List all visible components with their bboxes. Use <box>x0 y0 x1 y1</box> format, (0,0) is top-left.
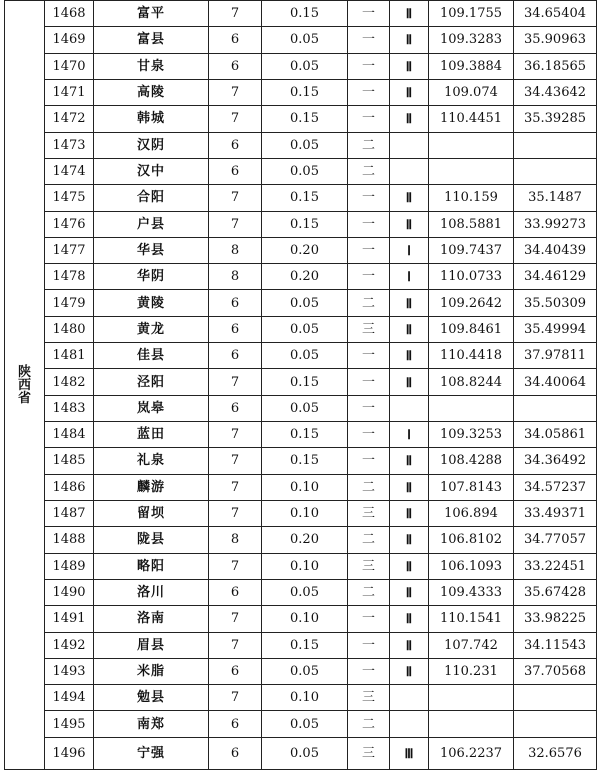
cell-longitude: 109.3283 <box>429 27 514 53</box>
cell-longitude: 107.8143 <box>429 474 514 500</box>
cell-site-class: Ⅱ <box>390 369 429 395</box>
cell-site-class <box>390 132 429 158</box>
cell-intensity: 7 <box>209 369 262 395</box>
cell-intensity: 7 <box>209 448 262 474</box>
cell-peak-acceleration: 0.15 <box>262 106 348 132</box>
cell-longitude <box>429 711 514 737</box>
cell-intensity: 6 <box>209 53 262 79</box>
cell-peak-acceleration: 0.05 <box>262 395 348 421</box>
province-char: 陕 <box>17 364 31 380</box>
cell-design-group: 一 <box>348 27 390 53</box>
cell-peak-acceleration: 0.15 <box>262 369 348 395</box>
table-row <box>5 606 597 632</box>
cell-longitude: 110.4451 <box>429 106 514 132</box>
cell-county-name: 佳县 <box>94 343 209 369</box>
cell-number: 1477 <box>45 237 94 263</box>
cell-peak-acceleration: 0.10 <box>262 685 348 711</box>
cell-intensity: 7 <box>209 606 262 632</box>
table-row <box>5 106 597 132</box>
table-row <box>5 316 597 342</box>
cell-intensity: 6 <box>209 290 262 316</box>
table-row <box>5 422 597 448</box>
cell-county-name: 甘泉 <box>94 53 209 79</box>
cell-longitude: 106.8102 <box>429 527 514 553</box>
table-row <box>5 553 597 579</box>
cell-longitude: 109.074 <box>429 79 514 105</box>
cell-longitude: 107.742 <box>429 632 514 658</box>
cell-peak-acceleration: 0.05 <box>262 27 348 53</box>
table-row <box>5 158 597 184</box>
table-row <box>5 211 597 237</box>
cell-peak-acceleration: 0.15 <box>262 211 348 237</box>
cell-number: 1473 <box>45 132 94 158</box>
cell-peak-acceleration: 0.10 <box>262 553 348 579</box>
cell-longitude: 110.1541 <box>429 606 514 632</box>
cell-peak-acceleration: 0.15 <box>262 1 348 27</box>
cell-latitude: 35.49994 <box>514 316 597 342</box>
cell-longitude <box>429 395 514 421</box>
cell-intensity: 6 <box>209 158 262 184</box>
cell-county-name: 蓝田 <box>94 422 209 448</box>
cell-number: 1489 <box>45 553 94 579</box>
cell-intensity: 7 <box>209 553 262 579</box>
cell-peak-acceleration: 0.20 <box>262 237 348 263</box>
cell-peak-acceleration: 0.15 <box>262 422 348 448</box>
cell-county-name: 陇县 <box>94 527 209 553</box>
cell-latitude: 34.40439 <box>514 237 597 263</box>
cell-latitude <box>514 685 597 711</box>
cell-design-group: 一 <box>348 658 390 684</box>
cell-county-name: 洛南 <box>94 606 209 632</box>
table-row <box>5 53 597 79</box>
cell-site-class: Ⅱ <box>390 106 429 132</box>
cell-site-class: Ⅱ <box>390 448 429 474</box>
cell-design-group: 一 <box>348 1 390 27</box>
cell-latitude: 35.39285 <box>514 106 597 132</box>
cell-design-group: 二 <box>348 474 390 500</box>
cell-intensity: 7 <box>209 474 262 500</box>
cell-longitude: 108.4288 <box>429 448 514 474</box>
cell-number: 1494 <box>45 685 94 711</box>
cell-intensity: 7 <box>209 632 262 658</box>
table-row <box>5 737 597 769</box>
cell-number: 1495 <box>45 711 94 737</box>
table-row <box>5 527 597 553</box>
cell-longitude: 110.0733 <box>429 264 514 290</box>
cell-peak-acceleration: 0.10 <box>262 500 348 526</box>
cell-county-name: 勉县 <box>94 685 209 711</box>
cell-site-class: Ⅱ <box>390 79 429 105</box>
cell-site-class <box>390 395 429 421</box>
cell-longitude: 110.231 <box>429 658 514 684</box>
cell-site-class: Ⅲ <box>390 737 429 769</box>
cell-number: 1488 <box>45 527 94 553</box>
cell-peak-acceleration: 0.20 <box>262 527 348 553</box>
cell-number: 1472 <box>45 106 94 132</box>
table-row <box>5 395 597 421</box>
cell-site-class: Ⅱ <box>390 606 429 632</box>
cell-latitude: 37.70568 <box>514 658 597 684</box>
cell-site-class: Ⅱ <box>390 658 429 684</box>
table-row <box>5 658 597 684</box>
cell-intensity: 8 <box>209 237 262 263</box>
cell-peak-acceleration: 0.05 <box>262 53 348 79</box>
cell-peak-acceleration: 0.20 <box>262 264 348 290</box>
cell-latitude <box>514 132 597 158</box>
cell-intensity: 7 <box>209 79 262 105</box>
cell-longitude: 106.894 <box>429 500 514 526</box>
cell-design-group: 一 <box>348 53 390 79</box>
cell-design-group: 二 <box>348 158 390 184</box>
cell-design-group: 一 <box>348 106 390 132</box>
cell-longitude: 108.5881 <box>429 211 514 237</box>
cell-county-name: 黄陵 <box>94 290 209 316</box>
table-row <box>5 685 597 711</box>
cell-design-group: 二 <box>348 527 390 553</box>
cell-intensity: 8 <box>209 264 262 290</box>
cell-longitude: 109.1755 <box>429 1 514 27</box>
cell-latitude: 35.90963 <box>514 27 597 53</box>
cell-latitude: 34.36492 <box>514 448 597 474</box>
cell-longitude: 110.4418 <box>429 343 514 369</box>
table-row <box>5 185 597 211</box>
cell-design-group: 一 <box>348 422 390 448</box>
cell-latitude: 34.43642 <box>514 79 597 105</box>
cell-intensity: 6 <box>209 579 262 605</box>
cell-latitude: 33.22451 <box>514 553 597 579</box>
cell-design-group: 三 <box>348 316 390 342</box>
cell-design-group: 三 <box>348 500 390 526</box>
cell-latitude: 34.77057 <box>514 527 597 553</box>
cell-design-group: 一 <box>348 606 390 632</box>
cell-intensity: 6 <box>209 737 262 769</box>
cell-county-name: 华县 <box>94 237 209 263</box>
cell-county-name: 麟游 <box>94 474 209 500</box>
cell-design-group: 一 <box>348 632 390 658</box>
cell-peak-acceleration: 0.15 <box>262 185 348 211</box>
cell-county-name: 洛川 <box>94 579 209 605</box>
cell-number: 1492 <box>45 632 94 658</box>
cell-design-group: 一 <box>348 185 390 211</box>
cell-intensity: 7 <box>209 422 262 448</box>
cell-county-name: 泾阳 <box>94 369 209 395</box>
cell-latitude: 34.57237 <box>514 474 597 500</box>
cell-number: 1490 <box>45 579 94 605</box>
cell-peak-acceleration: 0.15 <box>262 632 348 658</box>
cell-latitude: 34.65404 <box>514 1 597 27</box>
cell-longitude: 109.8461 <box>429 316 514 342</box>
province-cell <box>5 1 45 770</box>
cell-intensity: 8 <box>209 527 262 553</box>
cell-design-group: 一 <box>348 395 390 421</box>
cell-site-class: Ⅱ <box>390 1 429 27</box>
cell-intensity: 6 <box>209 658 262 684</box>
cell-site-class: Ⅰ <box>390 264 429 290</box>
cell-design-group: 三 <box>348 685 390 711</box>
cell-county-name: 略阳 <box>94 553 209 579</box>
cell-intensity: 6 <box>209 27 262 53</box>
cell-site-class <box>390 158 429 184</box>
cell-design-group: 一 <box>348 211 390 237</box>
table-body <box>5 1 597 770</box>
cell-latitude: 34.11543 <box>514 632 597 658</box>
cell-latitude: 34.40064 <box>514 369 597 395</box>
cell-intensity: 7 <box>209 500 262 526</box>
cell-peak-acceleration: 0.15 <box>262 79 348 105</box>
cell-design-group: 一 <box>348 264 390 290</box>
cell-number: 1480 <box>45 316 94 342</box>
cell-peak-acceleration: 0.05 <box>262 579 348 605</box>
cell-site-class: Ⅱ <box>390 343 429 369</box>
cell-longitude: 106.1093 <box>429 553 514 579</box>
cell-number: 1475 <box>45 185 94 211</box>
cell-county-name: 户县 <box>94 211 209 237</box>
cell-county-name: 富平 <box>94 1 209 27</box>
cell-peak-acceleration: 0.05 <box>262 316 348 342</box>
cell-longitude: 109.3884 <box>429 53 514 79</box>
cell-intensity: 6 <box>209 395 262 421</box>
cell-county-name: 岚皋 <box>94 395 209 421</box>
table-row <box>5 632 597 658</box>
cell-number: 1493 <box>45 658 94 684</box>
cell-number: 1478 <box>45 264 94 290</box>
cell-design-group: 一 <box>348 343 390 369</box>
cell-number: 1479 <box>45 290 94 316</box>
cell-intensity: 7 <box>209 211 262 237</box>
cell-site-class: Ⅱ <box>390 553 429 579</box>
table-row <box>5 343 597 369</box>
cell-site-class: Ⅱ <box>390 290 429 316</box>
cell-design-group: 三 <box>348 737 390 769</box>
cell-intensity: 7 <box>209 106 262 132</box>
cell-longitude: 109.3253 <box>429 422 514 448</box>
cell-peak-acceleration: 0.05 <box>262 132 348 158</box>
cell-latitude: 35.1487 <box>514 185 597 211</box>
cell-peak-acceleration: 0.05 <box>262 290 348 316</box>
cell-peak-acceleration: 0.05 <box>262 658 348 684</box>
cell-site-class: Ⅱ <box>390 527 429 553</box>
cell-design-group: 一 <box>348 369 390 395</box>
cell-latitude: 33.98225 <box>514 606 597 632</box>
cell-county-name: 汉阴 <box>94 132 209 158</box>
cell-longitude: 109.4333 <box>429 579 514 605</box>
cell-design-group: 二 <box>348 132 390 158</box>
cell-design-group: 一 <box>348 237 390 263</box>
cell-latitude: 33.49371 <box>514 500 597 526</box>
cell-site-class <box>390 711 429 737</box>
cell-longitude: 108.8244 <box>429 369 514 395</box>
cell-intensity: 7 <box>209 1 262 27</box>
cell-county-name: 眉县 <box>94 632 209 658</box>
cell-number: 1481 <box>45 343 94 369</box>
cell-site-class: Ⅰ <box>390 237 429 263</box>
cell-design-group: 二 <box>348 290 390 316</box>
table-row <box>5 1 597 27</box>
cell-latitude: 37.97811 <box>514 343 597 369</box>
cell-site-class: Ⅰ <box>390 422 429 448</box>
cell-number: 1486 <box>45 474 94 500</box>
cell-peak-acceleration: 0.10 <box>262 606 348 632</box>
cell-peak-acceleration: 0.05 <box>262 343 348 369</box>
cell-design-group: 二 <box>348 711 390 737</box>
cell-design-group: 一 <box>348 79 390 105</box>
cell-intensity: 7 <box>209 685 262 711</box>
cell-county-name: 留坝 <box>94 500 209 526</box>
cell-number: 1482 <box>45 369 94 395</box>
cell-longitude <box>429 158 514 184</box>
table-row <box>5 369 597 395</box>
cell-site-class: Ⅱ <box>390 316 429 342</box>
cell-latitude: 32.6576 <box>514 737 597 769</box>
cell-number: 1483 <box>45 395 94 421</box>
cell-latitude <box>514 158 597 184</box>
cell-site-class: Ⅱ <box>390 27 429 53</box>
cell-county-name: 汉中 <box>94 158 209 184</box>
cell-intensity: 6 <box>209 343 262 369</box>
cell-latitude: 34.46129 <box>514 264 597 290</box>
cell-longitude <box>429 685 514 711</box>
cell-number: 1487 <box>45 500 94 526</box>
table-row <box>5 579 597 605</box>
cell-intensity: 6 <box>209 316 262 342</box>
cell-latitude: 36.18565 <box>514 53 597 79</box>
cell-county-name: 南郑 <box>94 711 209 737</box>
cell-number: 1471 <box>45 79 94 105</box>
cell-county-name: 黄龙 <box>94 316 209 342</box>
table-row <box>5 711 597 737</box>
cell-site-class <box>390 685 429 711</box>
cell-number: 1470 <box>45 53 94 79</box>
cell-latitude: 35.50309 <box>514 290 597 316</box>
province-char: 西 <box>17 377 31 393</box>
cell-longitude: 109.7437 <box>429 237 514 263</box>
cell-latitude <box>514 711 597 737</box>
seismic-parameter-table <box>4 0 597 770</box>
table-row <box>5 237 597 263</box>
cell-intensity: 7 <box>209 185 262 211</box>
cell-peak-acceleration: 0.05 <box>262 711 348 737</box>
table-row <box>5 474 597 500</box>
cell-number: 1485 <box>45 448 94 474</box>
table-row <box>5 79 597 105</box>
cell-number: 1496 <box>45 737 94 769</box>
cell-number: 1468 <box>45 1 94 27</box>
cell-number: 1476 <box>45 211 94 237</box>
cell-number: 1491 <box>45 606 94 632</box>
cell-site-class: Ⅱ <box>390 500 429 526</box>
cell-county-name: 礼泉 <box>94 448 209 474</box>
cell-longitude: 106.2237 <box>429 737 514 769</box>
table-row <box>5 290 597 316</box>
cell-longitude: 110.159 <box>429 185 514 211</box>
cell-county-name: 华阴 <box>94 264 209 290</box>
cell-county-name: 米脂 <box>94 658 209 684</box>
cell-site-class: Ⅱ <box>390 632 429 658</box>
table-row <box>5 132 597 158</box>
table-row <box>5 500 597 526</box>
cell-county-name: 富县 <box>94 27 209 53</box>
cell-site-class: Ⅱ <box>390 211 429 237</box>
cell-site-class: Ⅱ <box>390 474 429 500</box>
cell-longitude <box>429 132 514 158</box>
cell-latitude <box>514 395 597 421</box>
cell-county-name: 宁强 <box>94 737 209 769</box>
cell-site-class: Ⅱ <box>390 579 429 605</box>
cell-site-class: Ⅱ <box>390 53 429 79</box>
cell-number: 1469 <box>45 27 94 53</box>
cell-latitude: 33.99273 <box>514 211 597 237</box>
cell-number: 1484 <box>45 422 94 448</box>
table-row <box>5 448 597 474</box>
cell-latitude: 35.67428 <box>514 579 597 605</box>
cell-peak-acceleration: 0.05 <box>262 158 348 184</box>
cell-county-name: 高陵 <box>94 79 209 105</box>
cell-site-class: Ⅱ <box>390 185 429 211</box>
table-row <box>5 264 597 290</box>
cell-intensity: 6 <box>209 711 262 737</box>
cell-design-group: 一 <box>348 448 390 474</box>
cell-peak-acceleration: 0.10 <box>262 474 348 500</box>
cell-county-name: 合阳 <box>94 185 209 211</box>
cell-county-name: 韩城 <box>94 106 209 132</box>
cell-intensity: 6 <box>209 132 262 158</box>
cell-design-group: 二 <box>348 579 390 605</box>
province-char: 省 <box>17 390 31 406</box>
cell-design-group: 三 <box>348 553 390 579</box>
cell-peak-acceleration: 0.05 <box>262 737 348 769</box>
cell-latitude: 34.05861 <box>514 422 597 448</box>
cell-longitude: 109.2642 <box>429 290 514 316</box>
table-row <box>5 27 597 53</box>
cell-peak-acceleration: 0.15 <box>262 448 348 474</box>
cell-number: 1474 <box>45 158 94 184</box>
